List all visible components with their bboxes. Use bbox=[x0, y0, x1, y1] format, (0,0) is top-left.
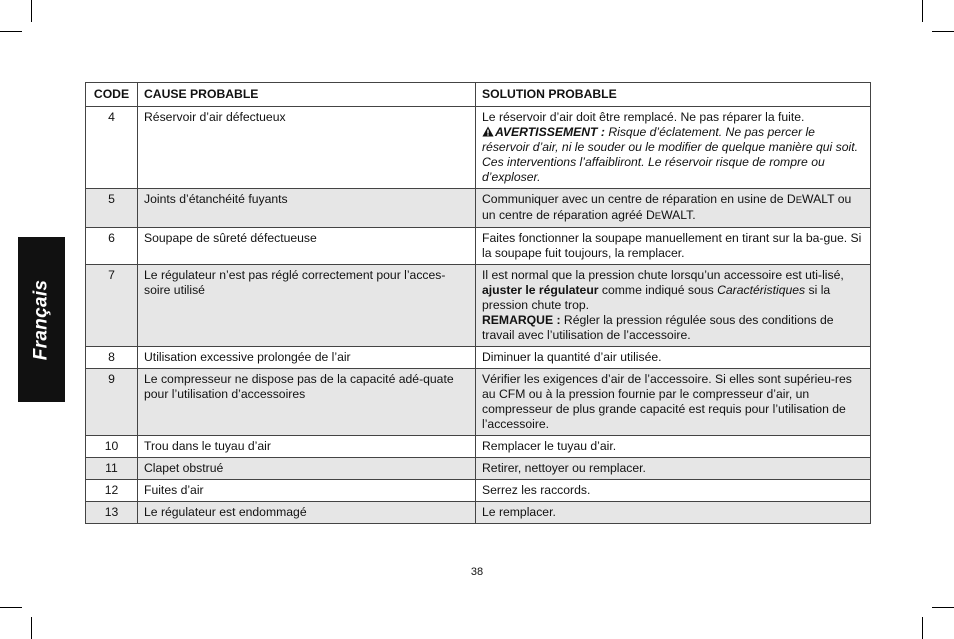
header-cause: CAUSE PROBABLE bbox=[138, 83, 476, 107]
row-solution: Faites fonctionner la soupape manuellement en tirant sur la ba-gue. Si la soupape fuit toujours, la remplacer. bbox=[476, 228, 871, 265]
table-row bbox=[86, 502, 871, 524]
warning-label: AVERTISSEMENT : bbox=[495, 125, 605, 139]
table-row bbox=[86, 347, 871, 369]
solution-text: WALT. bbox=[661, 208, 696, 222]
row-solution bbox=[476, 189, 871, 228]
header-solution: SOLUTION PROBABLE bbox=[476, 83, 871, 107]
table-row bbox=[86, 458, 871, 480]
solution-bold: ajuster le régulateur bbox=[482, 283, 599, 297]
warning-triangle-icon bbox=[482, 126, 494, 137]
row-cause: Le régulateur est endommagé bbox=[138, 502, 476, 524]
crop-mark bbox=[932, 607, 954, 608]
remark-block bbox=[482, 313, 864, 343]
table-row bbox=[86, 189, 871, 228]
language-tab-label: Français bbox=[30, 279, 52, 360]
table-row bbox=[86, 107, 871, 189]
solution-text: Le réservoir d’air doit être remplacé. Ne pas réparer la fuite. bbox=[482, 110, 805, 124]
solution-text: WALT ou un centre de réparation agréé D bbox=[482, 192, 852, 222]
page-number: 38 bbox=[470, 566, 484, 578]
row-solution: Remplacer le tuyau d’air. bbox=[476, 436, 871, 458]
crop-mark bbox=[922, 0, 923, 22]
row-cause: Fuites d’air bbox=[138, 480, 476, 502]
row-solution: Retirer, nettoyer ou remplacer. bbox=[476, 458, 871, 480]
solution-italic: Caractéristiques bbox=[717, 283, 806, 297]
table-row bbox=[86, 369, 871, 436]
table-row bbox=[86, 480, 871, 502]
troubleshooting-table bbox=[85, 82, 871, 524]
row-code: 4 bbox=[86, 107, 138, 189]
row-cause: Clapet obstrué bbox=[138, 458, 476, 480]
row-code: 11 bbox=[86, 458, 138, 480]
language-tab bbox=[18, 237, 65, 402]
row-cause: Le régulateur n’est pas réglé correctement pour l’acces-soire utilisé bbox=[138, 265, 476, 347]
row-code: 12 bbox=[86, 480, 138, 502]
row-code: 8 bbox=[86, 347, 138, 369]
row-cause: Soupape de sûreté défectueuse bbox=[138, 228, 476, 265]
row-code: 9 bbox=[86, 369, 138, 436]
row-cause: Réservoir d’air défectueux bbox=[138, 107, 476, 189]
table-header-row bbox=[86, 83, 871, 107]
solution-paragraph bbox=[482, 268, 864, 313]
row-code: 10 bbox=[86, 436, 138, 458]
crop-mark bbox=[0, 31, 22, 32]
remark-label: REMARQUE : bbox=[482, 313, 561, 327]
brand-small-cap: E bbox=[654, 211, 662, 222]
row-solution bbox=[476, 107, 871, 189]
table-row bbox=[86, 436, 871, 458]
header-code: CODE bbox=[86, 83, 138, 107]
row-cause: Trou dans le tuyau d’air bbox=[138, 436, 476, 458]
row-solution: Vérifier les exigences d’air de l’accessoire. Si elles sont supérieu-res au CFM ou à la pression fournie par le compresseur d’air, un compresseur de plus grande capacité est requis pour l’utilisation de l’accessoire. bbox=[476, 369, 871, 436]
row-solution: Serrez les raccords. bbox=[476, 480, 871, 502]
row-cause: Joints d’étanchéité fuyants bbox=[138, 189, 476, 228]
row-code: 6 bbox=[86, 228, 138, 265]
row-code: 7 bbox=[86, 265, 138, 347]
crop-mark bbox=[31, 0, 32, 22]
row-cause: Utilisation excessive prolongée de l’air bbox=[138, 347, 476, 369]
crop-mark bbox=[922, 617, 923, 639]
table-row bbox=[86, 228, 871, 265]
crop-mark bbox=[0, 607, 22, 608]
table-row bbox=[86, 265, 871, 347]
warning-block bbox=[482, 125, 858, 184]
solution-text: Communiquer avec un centre de réparation en usine de D bbox=[482, 192, 796, 206]
remark-text: Régler la pression régulée sous des conditions de travail avec l’utilisation de l’accessoire. bbox=[482, 313, 834, 342]
row-solution bbox=[476, 265, 871, 347]
solution-text: si la pression chute trop. bbox=[482, 283, 831, 312]
row-code: 13 bbox=[86, 502, 138, 524]
row-code: 5 bbox=[86, 189, 138, 228]
crop-mark bbox=[932, 31, 954, 32]
row-solution: Le remplacer. bbox=[476, 502, 871, 524]
solution-text: comme indiqué sous bbox=[598, 283, 718, 297]
solution-text: Il est normal que la pression chute lorsqu’un accessoire est uti-lisé, bbox=[482, 268, 844, 282]
brand-small-cap: E bbox=[795, 195, 803, 206]
row-cause: Le compresseur ne dispose pas de la capacité adé-quate pour l’utilisation d’accessoires bbox=[138, 369, 476, 436]
crop-mark bbox=[31, 617, 32, 639]
warning-text: Risque d’éclatement. Ne pas percer le réservoir d’air, ni le souder ou le modifier de quelque manière qui soit. Ces interventions l’affaibliront. Le réservoir risque de rompre ou d’exploser. bbox=[482, 125, 858, 184]
row-solution: Diminuer la quantité d’air utilisée. bbox=[476, 347, 871, 369]
